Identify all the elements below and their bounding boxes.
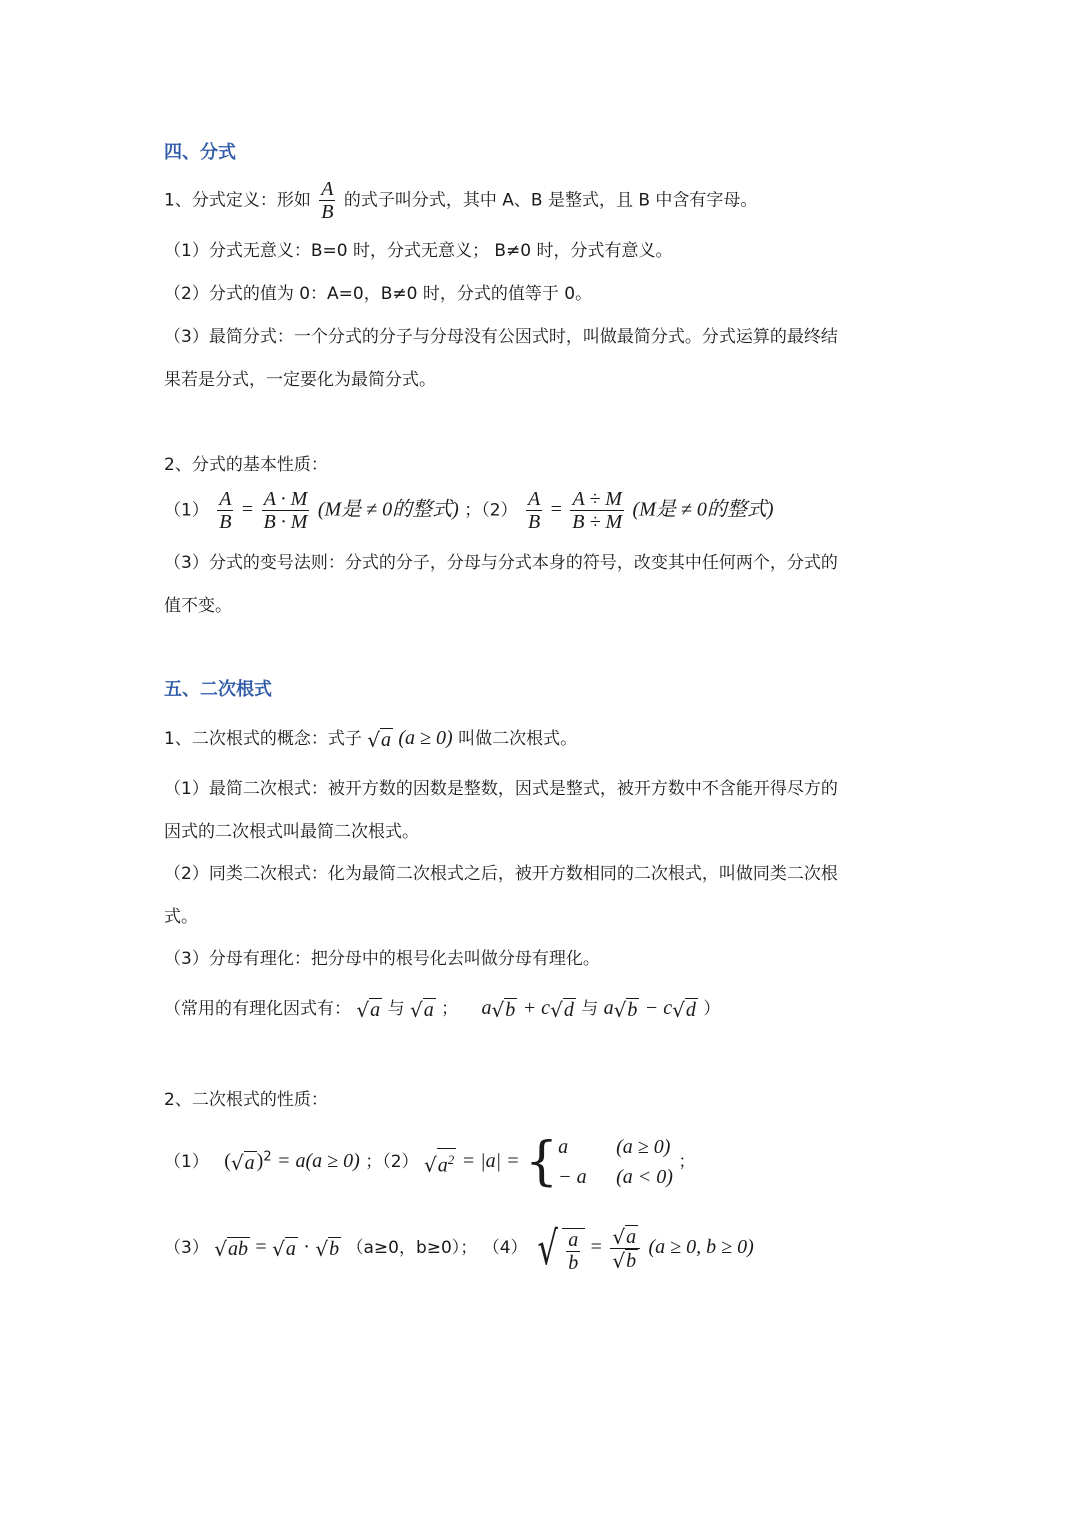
property-2-rhs	[570, 488, 624, 533]
radicand	[437, 1148, 457, 1177]
radicand	[562, 1228, 585, 1274]
property-2-label: ；（2）	[365, 1152, 419, 1172]
radical-sign-icon: √	[367, 727, 380, 752]
left-brace-icon: {	[525, 1132, 559, 1192]
rationalizing-close: ）	[703, 999, 721, 1019]
fraction-definition	[164, 178, 757, 223]
property-1-result: = a(a ≥ 0)	[277, 1150, 360, 1172]
separator: ；	[441, 999, 459, 1019]
numerator: A · M	[263, 488, 308, 510]
radical-sign-icon: √	[409, 997, 423, 1022]
radical-item-1-line1: （1）最简二次根式：被开方数的因数是整数，因式是整式，被开方数中不含能开得尽方的	[164, 779, 838, 799]
denominator: B	[527, 511, 541, 533]
radicand: a	[370, 998, 381, 1021]
fraction-property-formulas	[164, 488, 774, 533]
sqrt-d	[550, 998, 576, 1021]
definition-lead: 1、二次根式的概念：式子	[164, 729, 362, 749]
sqrt-a	[272, 1237, 298, 1260]
fraction-property-3-line2: 值不变。	[164, 596, 232, 616]
radical-properties-row-2	[164, 1222, 754, 1274]
coefficient-a: a	[481, 997, 492, 1019]
property-1-lhs	[217, 488, 233, 533]
radical-item-3: （3）分母有理化：把分母中的根号化去叫做分母有理化。	[164, 949, 600, 969]
radicand: a	[380, 728, 391, 751]
radicand-base: a	[437, 1154, 448, 1177]
numerator: a	[568, 1229, 579, 1251]
sqrt-a	[356, 998, 382, 1021]
numerator: A	[527, 488, 541, 510]
fraction-item-3-line1: （3）最简分式：一个分式的分子与分母没有公因式时，叫做最简分式。分式运算的最终结	[164, 327, 838, 347]
numerator: A ÷ M	[572, 488, 622, 510]
radical-sign-icon: √	[672, 997, 685, 1022]
radical-sign-icon: √	[613, 997, 627, 1022]
absolute-value: = |a| =	[461, 1150, 520, 1172]
equals-sign: =	[255, 1236, 267, 1258]
radicand: b	[329, 1237, 340, 1260]
numerator	[610, 1224, 640, 1249]
radicand: a	[285, 1237, 296, 1260]
radical-sign-icon: √	[537, 1221, 558, 1275]
dot-operator: ·	[303, 1236, 310, 1258]
property-3-label: （3）	[164, 1238, 209, 1258]
with-word: 与	[387, 999, 405, 1019]
radical-sign-icon: √	[356, 997, 370, 1022]
property-4-condition: (a ≥ 0, b ≥ 0)	[648, 1236, 754, 1258]
sqrt-b	[612, 1249, 638, 1272]
radical-item-1-line2: 因式的二次根式叫最简二次根式。	[164, 822, 419, 842]
numerator: A	[321, 178, 334, 200]
definition-tail: 的式子叫分式，其中 A、B 是整式，且 B 中含有字母。	[343, 190, 758, 211]
section-heading-fractions: 四、分式	[164, 142, 236, 163]
fraction-of-roots	[610, 1224, 640, 1273]
sqrt-ab	[214, 1237, 250, 1260]
case-nonnegative	[558, 1132, 673, 1162]
fraction-item-2: （2）分式的值为 0：A=0，B≠0 时，分式的值等于 0。	[164, 284, 593, 304]
denominator: B	[321, 201, 334, 223]
radicand: ab	[227, 1237, 248, 1260]
sqrt-b	[492, 998, 518, 1021]
radicand: a	[423, 998, 434, 1021]
property-1-condition: (M是 ≠ 0的整式)	[317, 498, 459, 521]
radical-item-2-line1: （2）同类二次根式：化为最简二次根式之后，被开方数相同的二次根式，叫做同类二次根	[164, 864, 838, 884]
plus-c: + c	[522, 997, 551, 1019]
sqrt-a	[367, 728, 393, 751]
sqrt-of-fraction	[533, 1222, 585, 1274]
sqrt-a	[612, 1225, 638, 1248]
property-2-lhs	[526, 488, 542, 533]
radical-sign-icon: √	[491, 997, 505, 1022]
sqrt-a	[231, 1151, 257, 1174]
fraction-a-over-b	[566, 1229, 580, 1274]
radical-properties-title: 2、二次根式的性质：	[164, 1090, 328, 1110]
rationalizing-factors	[164, 996, 720, 1021]
sqrt-b	[315, 1237, 341, 1260]
property-2-label: ；（2）	[464, 500, 518, 521]
denominator	[610, 1249, 640, 1273]
fraction-property-3-line1: （3）分式的变号法则：分式的分子，分母与分式本身的符号，改变其中任何两个，分式的	[164, 553, 838, 573]
definition-lead: 1、分式定义：形如	[164, 190, 311, 211]
definition-condition: (a ≥ 0)	[398, 727, 453, 749]
radical-item-2-line2: 式。	[164, 907, 198, 927]
property-1-label: （1）	[164, 500, 209, 521]
with-word: 与	[581, 999, 599, 1019]
property-1-label: （1）	[164, 1152, 209, 1172]
radical-sign-icon: √	[230, 1150, 244, 1175]
radical-sign-icon: √	[315, 1236, 329, 1261]
radical-sign-icon: √	[272, 1236, 285, 1261]
exponent: 2	[447, 1151, 455, 1167]
equals-sign: =	[550, 498, 562, 521]
piecewise-cases	[525, 1132, 673, 1192]
sqrt-b	[614, 998, 640, 1021]
denominator: b	[568, 1252, 579, 1274]
equals-sign: =	[590, 1236, 602, 1258]
definition-tail: 叫做二次根式。	[458, 729, 578, 749]
denominator: B	[219, 511, 232, 533]
case-negative	[558, 1162, 673, 1192]
sqrt-a-squared	[424, 1148, 456, 1177]
radicand: b	[627, 998, 638, 1021]
fraction-a-over-b	[319, 178, 335, 223]
radical-sign-icon: √	[612, 1249, 626, 1274]
rationalizing-lead: （常用的有理化因式有：	[164, 999, 351, 1019]
radicand: d	[563, 998, 574, 1021]
denominator: B · M	[263, 511, 308, 533]
case-condition: (a ≥ 0)	[616, 1136, 671, 1158]
radicand: a	[626, 1225, 637, 1248]
numerator: A	[219, 488, 232, 510]
radicand: a	[244, 1151, 255, 1174]
fraction-item-3-line2: 果若是分式，一定要化为最简分式。	[164, 370, 436, 390]
radical-sign-icon: √	[550, 997, 563, 1022]
property-4-label: （4）	[482, 1238, 528, 1258]
property-3-condition: （a≥0，b≥0）；	[346, 1238, 478, 1258]
coefficient-a: a	[603, 997, 614, 1019]
denominator: B ÷ M	[572, 511, 623, 533]
fraction-item-1: （1）分式无意义：B=0 时，分式无意义； B≠0 时，分式有意义。	[164, 241, 673, 261]
section-heading-radicals: 五、二次根式	[164, 679, 272, 700]
case-condition: (a < 0)	[616, 1166, 673, 1188]
row-end: ；	[678, 1152, 696, 1172]
property-1-rhs	[262, 488, 310, 533]
radicand: d	[685, 998, 696, 1021]
close-paren: )	[256, 1150, 264, 1172]
case-value: a	[558, 1136, 569, 1158]
radical-sign-icon: √	[214, 1236, 227, 1261]
radical-sign-icon: √	[612, 1224, 626, 1249]
radicand: b	[626, 1250, 637, 1273]
equals-sign: =	[241, 498, 254, 521]
sqrt-a	[410, 998, 436, 1021]
radical-sign-icon: √	[423, 1153, 437, 1178]
radicand: b	[505, 998, 516, 1021]
radical-definition	[164, 726, 577, 751]
minus-c: − c	[644, 997, 673, 1019]
fraction-properties-title: 2、分式的基本性质：	[164, 455, 328, 475]
sqrt-d	[672, 998, 698, 1021]
open-paren: (	[224, 1150, 231, 1172]
case-value: − a	[558, 1166, 587, 1188]
radical-properties-row-1	[164, 1132, 695, 1192]
property-2-condition: (M是 ≠ 0的整式)	[632, 498, 774, 521]
exponent: 2	[263, 1149, 272, 1165]
